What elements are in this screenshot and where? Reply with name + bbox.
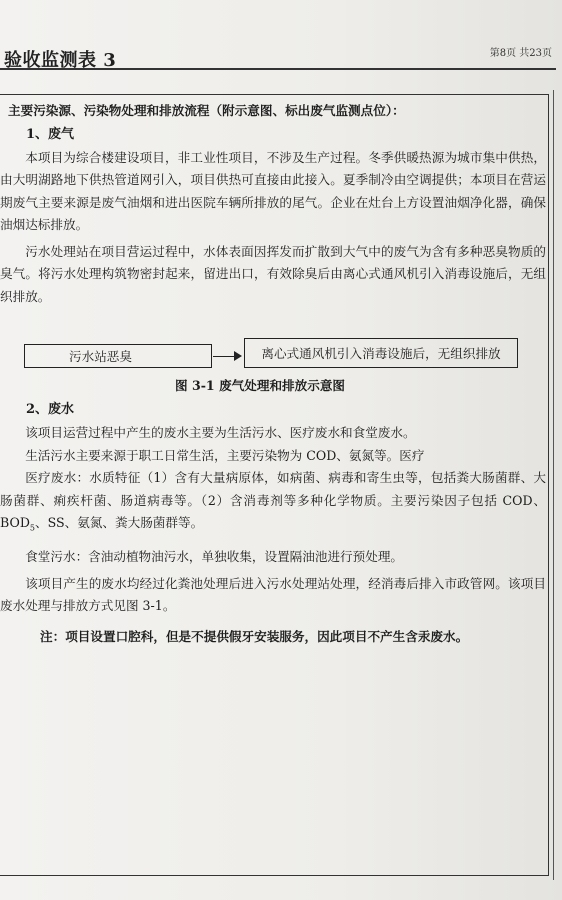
figure-caption: 图 3-1 废气处理和排放示意图	[174, 378, 346, 393]
flow-arrow-icon	[234, 351, 242, 361]
water-paragraph-1: 该项目运营过程中产生的废水主要为生活污水、医疗废水和食堂废水。	[25, 425, 416, 440]
flow-box-treatment: 离心式通风机引入消毒设施后，无组织排放	[244, 338, 518, 368]
water-paragraph-2: 生活污水主要来源于职工日常生活，主要污染物为 COD、氨氮等。医疗	[25, 447, 425, 463]
water-paragraph-4: 食堂污水：含油动植物油污水，单独收集，设置隔油池进行预处理。	[25, 549, 403, 565]
bod-subscript: 5	[29, 523, 36, 533]
header-divider	[0, 68, 556, 70]
page-number: 第8页 共23页	[489, 48, 552, 59]
water-section-heading: 2、废水	[26, 402, 75, 417]
form-title: 验收监测表 3	[4, 50, 117, 71]
water-paragraph-3	[0, 467, 546, 540]
medical-water-text: 医疗废水：水质特征（1）含有大量病原体，如病菌、病毒和寄生虫等，包括粪大肠菌群、大肠菌群、痢疾杆菌、肠道病毒等。（2）含消毒剂等多种化学物质。主要污染因子包括 COD、BOD	[0, 470, 546, 530]
frame-edge	[553, 90, 554, 880]
gas-paragraph-2: 污水处理站在项目营运过程中，水体表面因挥发而扩散到大气中的废气为含有多种恶臭物质的臭气。将污水处理构筑物密封起来，留进出口，有效除臭后由离心式通风机引入消毒设施后，无组织排放。	[0, 243, 546, 304]
main-content	[0, 100, 546, 648]
gas-paragraph-1: 本项目为综合楼建设项目，非工业性项目，不涉及生产过程。冬季供暖热源为城市集中供热，由大明湖路地下供热管道网引入，项目供热可直接由此接入。夏季制冷由空调提供；本项目在营运期废气主要来源是废气油烟和进出医院车辆所排放的尾气。企业在灶台上方设置油烟净化器，确保油烟达标排放。	[0, 149, 546, 232]
intro-heading: 主要污染源、污染物处理和排放流程（附示意图、标出废气监测点位）：	[8, 103, 405, 118]
gas-section-heading: 1、废气	[26, 126, 75, 142]
medical-water-text-end: 、SS、氨氮、粪大肠菌群等。	[35, 515, 204, 530]
water-paragraph-5: 该项目产生的废水均经过化粪池处理后进入污水处理站处理，经消毒后排入市政管网。该项目废水处理与排放方式见图 3-1。	[0, 575, 546, 614]
note-text: 注：项目设置口腔科，但是不提供假牙安装服务，因此项目不产生含汞废水。	[40, 628, 469, 644]
flow-box-source: 污水站恶臭	[24, 344, 212, 368]
gas-flow-diagram	[0, 338, 546, 386]
